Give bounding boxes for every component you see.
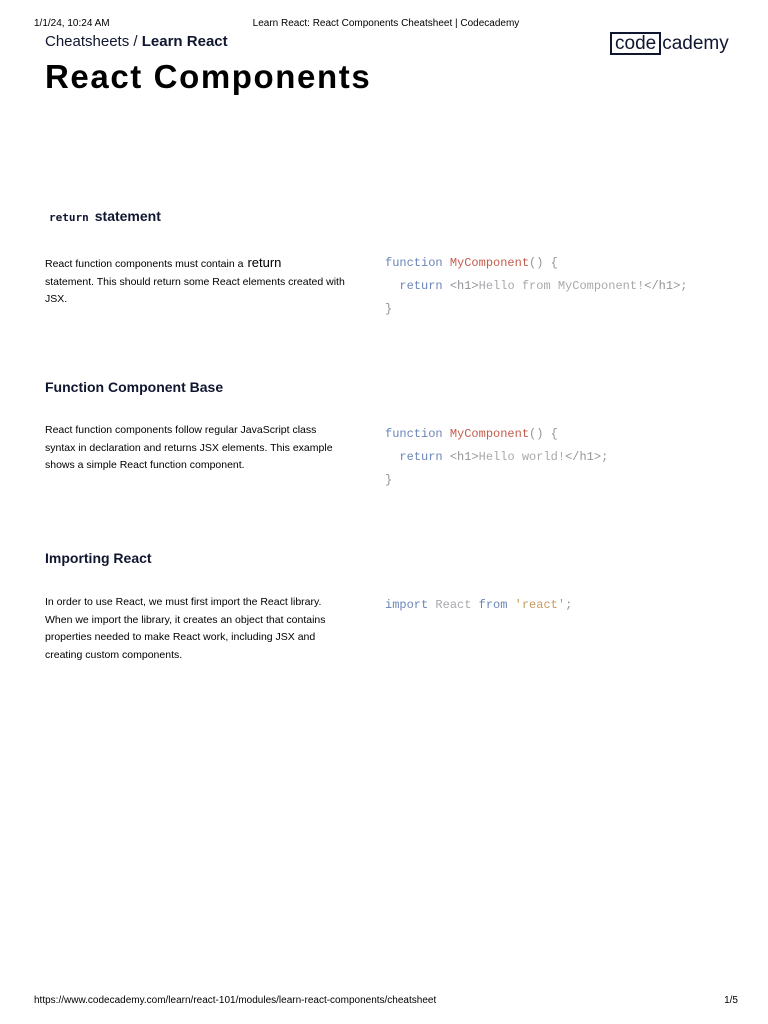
description-text: statement. This should return some React elements created with JSX. bbox=[45, 275, 345, 305]
code-keyword: return bbox=[399, 450, 443, 464]
logo-text: cademy bbox=[662, 32, 729, 54]
code-punctuation: } bbox=[385, 473, 393, 487]
code-punctuation: () { bbox=[529, 427, 558, 441]
print-page-title: Learn React: React Components Cheatsheet | Codecademy bbox=[252, 18, 520, 29]
code-punctuation: ; bbox=[601, 450, 609, 464]
code-keyword: return bbox=[399, 279, 443, 293]
description-inline-code: return bbox=[247, 255, 282, 270]
code-tag: </h1> bbox=[565, 450, 602, 464]
breadcrumb-separator: / bbox=[133, 33, 138, 50]
print-url: https://www.codecademy.com/learn/react-101/modules/learn-react-components/cheatsheet bbox=[34, 995, 437, 1006]
section-description bbox=[45, 254, 345, 309]
code-keyword: from bbox=[478, 598, 508, 612]
print-page-number: 1/5 bbox=[724, 995, 738, 1006]
print-datetime: 1/1/24, 10:24 AM bbox=[34, 18, 110, 29]
page-title: React Components bbox=[45, 58, 372, 95]
section-title-importing-react: Importing React bbox=[45, 550, 152, 566]
breadcrumb-current-link[interactable]: Learn React bbox=[141, 33, 228, 50]
breadcrumb-cheatsheets-link[interactable]: Cheatsheets bbox=[45, 33, 130, 50]
code-punctuation: () { bbox=[529, 256, 558, 270]
section-title-function-component-base: Function Component Base bbox=[45, 379, 224, 395]
section-title-code: return bbox=[49, 211, 89, 224]
section-description: React function components follow regular JavaScript class syntax in declaration and returns JSX elements. This example shows a simple React function component. bbox=[45, 424, 333, 471]
code-tag: <h1> bbox=[449, 279, 479, 293]
code-punctuation: ; bbox=[680, 279, 688, 293]
code-tag: <h1> bbox=[449, 450, 479, 464]
code-function-name: MyComponent bbox=[449, 427, 530, 441]
code-function-name: MyComponent bbox=[449, 256, 530, 270]
code-text: Hello from MyComponent! bbox=[478, 279, 645, 293]
code-string: 'react' bbox=[514, 598, 566, 612]
code-block bbox=[385, 594, 572, 617]
codecademy-logo[interactable] bbox=[610, 31, 729, 55]
code-block bbox=[385, 423, 608, 492]
breadcrumb bbox=[45, 33, 228, 50]
print-footer bbox=[34, 995, 738, 1009]
code-text: Hello world! bbox=[478, 450, 566, 464]
logo-boxed-text: code bbox=[610, 32, 661, 55]
code-tag: </h1> bbox=[644, 279, 681, 293]
code-punctuation: ; bbox=[565, 598, 573, 612]
code-keyword: import bbox=[385, 598, 429, 612]
section-description: In order to use React, we must first import the React library. When we import the library, it creates an object that contains properties needed to make React work, including JSX and creating custom components. bbox=[45, 596, 326, 661]
description-text: React function components must contain a bbox=[45, 258, 244, 270]
code-keyword: function bbox=[385, 427, 443, 441]
section-title-return-statement bbox=[45, 208, 161, 224]
code-keyword: function bbox=[385, 256, 443, 270]
print-header bbox=[34, 18, 738, 32]
code-punctuation: } bbox=[385, 302, 393, 316]
section-title-text: statement bbox=[94, 208, 161, 224]
code-identifier: React bbox=[435, 598, 472, 612]
code-block bbox=[385, 252, 688, 321]
